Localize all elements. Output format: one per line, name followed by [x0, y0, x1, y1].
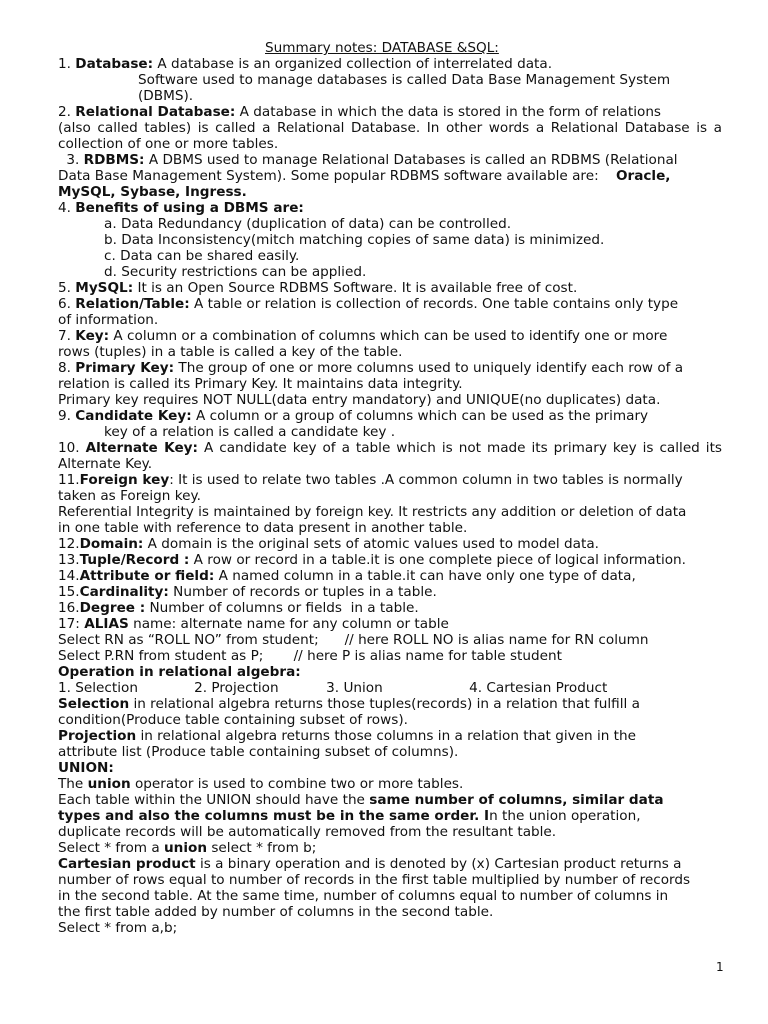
- text-span: name: alternate name for any column or table: [128, 616, 449, 632]
- bold-term: UNION:: [58, 760, 114, 776]
- bold-term: Candidate Key:: [75, 408, 192, 424]
- text-line: [58, 120, 722, 136]
- bold-term: union: [163, 840, 208, 856]
- bold-term: Key:: [75, 328, 110, 344]
- text-span: collection of one or more tables.: [58, 136, 279, 152]
- text-span: 11.: [58, 472, 80, 488]
- bold-term: Cardinality:: [79, 584, 169, 600]
- bold-term: Database:: [75, 56, 154, 72]
- text-span: Select * from a: [58, 840, 164, 856]
- bold-term: Benefits of using a DBMS are:: [75, 200, 304, 216]
- text-line: [58, 664, 301, 680]
- text-span: Select RN as “ROLL NO” from student; // here ROLL NO is alias name for RN column: [58, 632, 649, 648]
- text-span: 15.: [58, 584, 80, 600]
- bold-term: MySQL:: [75, 280, 134, 296]
- text-span: A candidate key of a table which is not made its primary key is called its: [197, 440, 722, 456]
- text-span: 8.: [58, 360, 76, 376]
- text-line: [104, 424, 395, 440]
- text-line: [58, 504, 686, 520]
- text-span: select * from b;: [207, 840, 317, 856]
- bold-term: ALIAS: [84, 616, 129, 632]
- text-span: key of a relation is called a candidate key .: [104, 424, 396, 440]
- text-span: The group of one or more columns used to uniquely identify each row of a: [174, 360, 684, 376]
- text-span: operator is used to combine two or more tables.: [130, 776, 464, 792]
- text-line: [58, 104, 661, 120]
- text-span: rows (tuples) in a table is called a key of the table.: [58, 344, 403, 360]
- text-line: [58, 552, 686, 568]
- text-span: 1. Selection 2. Projection 3. Union 4. Cartesian Product: [58, 680, 608, 696]
- text-line: [104, 232, 604, 248]
- bold-term: Degree :: [79, 600, 146, 616]
- text-span: 12.: [58, 536, 80, 552]
- text-span: of information.: [58, 312, 159, 328]
- text-line: [58, 600, 419, 616]
- text-span: 4.: [58, 200, 76, 216]
- text-line: [58, 536, 599, 552]
- text-line: [58, 824, 556, 840]
- text-line: [58, 760, 114, 776]
- text-line: [58, 872, 690, 888]
- text-line: [58, 744, 458, 760]
- text-span: 17:: [58, 616, 85, 632]
- bold-term: Foreign key: [79, 472, 170, 488]
- text-span: 7.: [58, 328, 76, 344]
- text-line: [58, 456, 152, 472]
- text-line: [58, 808, 641, 824]
- text-line: [58, 344, 402, 360]
- text-line: [58, 296, 678, 312]
- text-span: A column or a group of columns which can be used as the primary: [191, 408, 649, 424]
- bold-term: Alternate Key:: [85, 440, 198, 456]
- bold-term: Oracle,: [615, 168, 671, 184]
- text-span: Number of columns or fields in a table.: [145, 600, 419, 616]
- text-span: Software used to manage databases is called Data Base Management System: [138, 72, 671, 88]
- text-line: [58, 888, 668, 904]
- text-line: [58, 168, 670, 184]
- page-title: Summary notes: DATABASE &SQL:: [265, 40, 499, 56]
- text-line: [58, 408, 648, 424]
- text-span: A domain is the original sets of atomic values used to model data.: [143, 536, 599, 552]
- text-span: Number of records or tuples in a table.: [168, 584, 437, 600]
- text-span: 16.: [58, 600, 80, 616]
- bold-term: Tuple/Record :: [79, 552, 190, 568]
- text-line: [58, 520, 467, 536]
- text-span: 5.: [58, 280, 76, 296]
- text-span: A row or record in a table.it is one complete piece of logical information.: [189, 552, 686, 568]
- bold-term: Relational Database:: [75, 104, 236, 120]
- text-span: 2.: [58, 104, 76, 120]
- text-line: [58, 728, 636, 744]
- text-span: 13.: [58, 552, 80, 568]
- text-span: in one table with reference to data present in another table.: [58, 520, 468, 536]
- text-span: A column or a combination of columns which can be used to identify one or more: [109, 328, 668, 344]
- text-line: [58, 840, 316, 856]
- text-line: [58, 488, 201, 504]
- text-line: [58, 712, 408, 728]
- bold-term: RDBMS:: [83, 152, 145, 168]
- text-span: (DBMS).: [138, 88, 194, 104]
- bold-term: types and also the columns must be in the same order. I: [58, 808, 490, 824]
- bold-term: Relation/Table:: [75, 296, 190, 312]
- text-line: [58, 792, 664, 808]
- text-line: [58, 200, 304, 216]
- text-span: 6.: [58, 296, 76, 312]
- text-span: taken as Foreign key.: [58, 488, 201, 504]
- text-line: [58, 136, 278, 152]
- text-span: attribute list (Produce table containing subset of columns).: [58, 744, 459, 760]
- text-line: [58, 648, 562, 664]
- text-line: [58, 328, 667, 344]
- text-span: The: [58, 776, 88, 792]
- bold-term: Cartesian product: [58, 856, 196, 872]
- text-span: b. Data Inconsistency(mitch matching copies of same data) is minimized.: [104, 232, 605, 248]
- text-line: [138, 88, 193, 104]
- text-span: A named column in a table.it can have only one type of data,: [214, 568, 636, 584]
- text-span: duplicate records will be automatically removed from the resultant table.: [58, 824, 557, 840]
- text-span: A table or relation is collection of records. One table contains only type: [189, 296, 679, 312]
- text-line: [58, 904, 493, 920]
- text-line: [58, 920, 177, 936]
- text-span: (also called tables) is called a Relational Database. In other words a Relational Database is a: [58, 120, 722, 136]
- text-line: [58, 440, 722, 456]
- page-number: 1: [716, 960, 724, 974]
- text-span: Data Base Management System). Some popular RDBMS software available are:: [58, 168, 616, 184]
- text-line: [58, 632, 648, 648]
- text-line: [58, 584, 437, 600]
- text-line: [58, 568, 636, 584]
- bold-term: Domain:: [79, 536, 144, 552]
- text-span: A database in which the data is stored in the form of relations: [235, 104, 662, 120]
- bold-term: Primary Key:: [75, 360, 175, 376]
- text-span: 14.: [58, 568, 80, 584]
- text-span: A database is an organized collection of interrelated data.: [153, 56, 553, 72]
- text-span: Referential Integrity is maintained by foreign key. It restricts any addition or deletion of data: [58, 504, 687, 520]
- text-span: relation is called its Primary Key. It maintains data integrity.: [58, 376, 463, 392]
- bold-term: Projection: [58, 728, 137, 744]
- text-span: It is an Open Source RDBMS Software. It is available free of cost.: [133, 280, 578, 296]
- text-span: : It is used to relate two tables .A common column in two tables is normally: [169, 472, 683, 488]
- text-span: in relational algebra returns those columns in a relation that given in the: [136, 728, 636, 744]
- text-span: 10.: [58, 440, 86, 456]
- text-line: [58, 376, 463, 392]
- text-line: [58, 776, 463, 792]
- text-line: [138, 72, 670, 88]
- text-span: Select * from a,b;: [58, 920, 178, 936]
- text-span: condition(Produce table containing subset of rows).: [58, 712, 408, 728]
- text-line: [104, 248, 299, 264]
- text-span: n the union operation,: [489, 808, 641, 824]
- text-span: in the second table. At the same time, number of columns equal to number of columns in: [58, 888, 669, 904]
- text-line: [58, 312, 158, 328]
- text-line: [58, 280, 577, 296]
- bold-term: Attribute or field:: [79, 568, 215, 584]
- bold-term: Operation in relational algebra:: [58, 664, 301, 680]
- text-span: Select P.RN from student as P; // here P is alias name for table student: [58, 648, 562, 664]
- text-span: 3.: [62, 152, 84, 168]
- text-line: [104, 264, 366, 280]
- text-span: Each table within the UNION should have the: [58, 792, 370, 808]
- text-span: is a binary operation and is denoted by (x) Cartesian product returns a: [195, 856, 682, 872]
- text-line: [58, 856, 681, 872]
- text-span: Primary key requires NOT NULL(data entry mandatory) and UNIQUE(no duplicates) data.: [58, 392, 661, 408]
- text-span: in relational algebra returns those tuples(records) in a relation that fulfill a: [129, 696, 640, 712]
- bold-term: same number of columns, similar data: [369, 792, 664, 808]
- text-span: 9.: [58, 408, 76, 424]
- text-span: 1.: [58, 56, 76, 72]
- text-line: [62, 152, 678, 168]
- text-span: the first table added by number of columns in the second table.: [58, 904, 494, 920]
- text-span: c. Data can be shared easily.: [104, 248, 300, 264]
- text-span: A DBMS used to manage Relational Databases is called an RDBMS (Relational: [144, 152, 678, 168]
- text-line: [58, 184, 247, 200]
- text-span: d. Security restrictions can be applied.: [104, 264, 367, 280]
- text-line: [58, 392, 660, 408]
- bold-term: MySQL, Sybase, Ingress.: [58, 184, 247, 200]
- text-line: [58, 56, 552, 72]
- text-line: [104, 216, 511, 232]
- text-line: [58, 616, 449, 632]
- text-span: Alternate Key.: [58, 456, 153, 472]
- bold-term: Selection: [58, 696, 130, 712]
- text-span: number of rows equal to number of records in the first table multiplied by number of records: [58, 872, 691, 888]
- text-line: [58, 472, 683, 488]
- text-line: [58, 680, 607, 696]
- bold-term: union: [87, 776, 131, 792]
- text-line: [58, 360, 683, 376]
- text-span: a. Data Redundancy (duplication of data) can be controlled.: [104, 216, 512, 232]
- text-line: [58, 696, 640, 712]
